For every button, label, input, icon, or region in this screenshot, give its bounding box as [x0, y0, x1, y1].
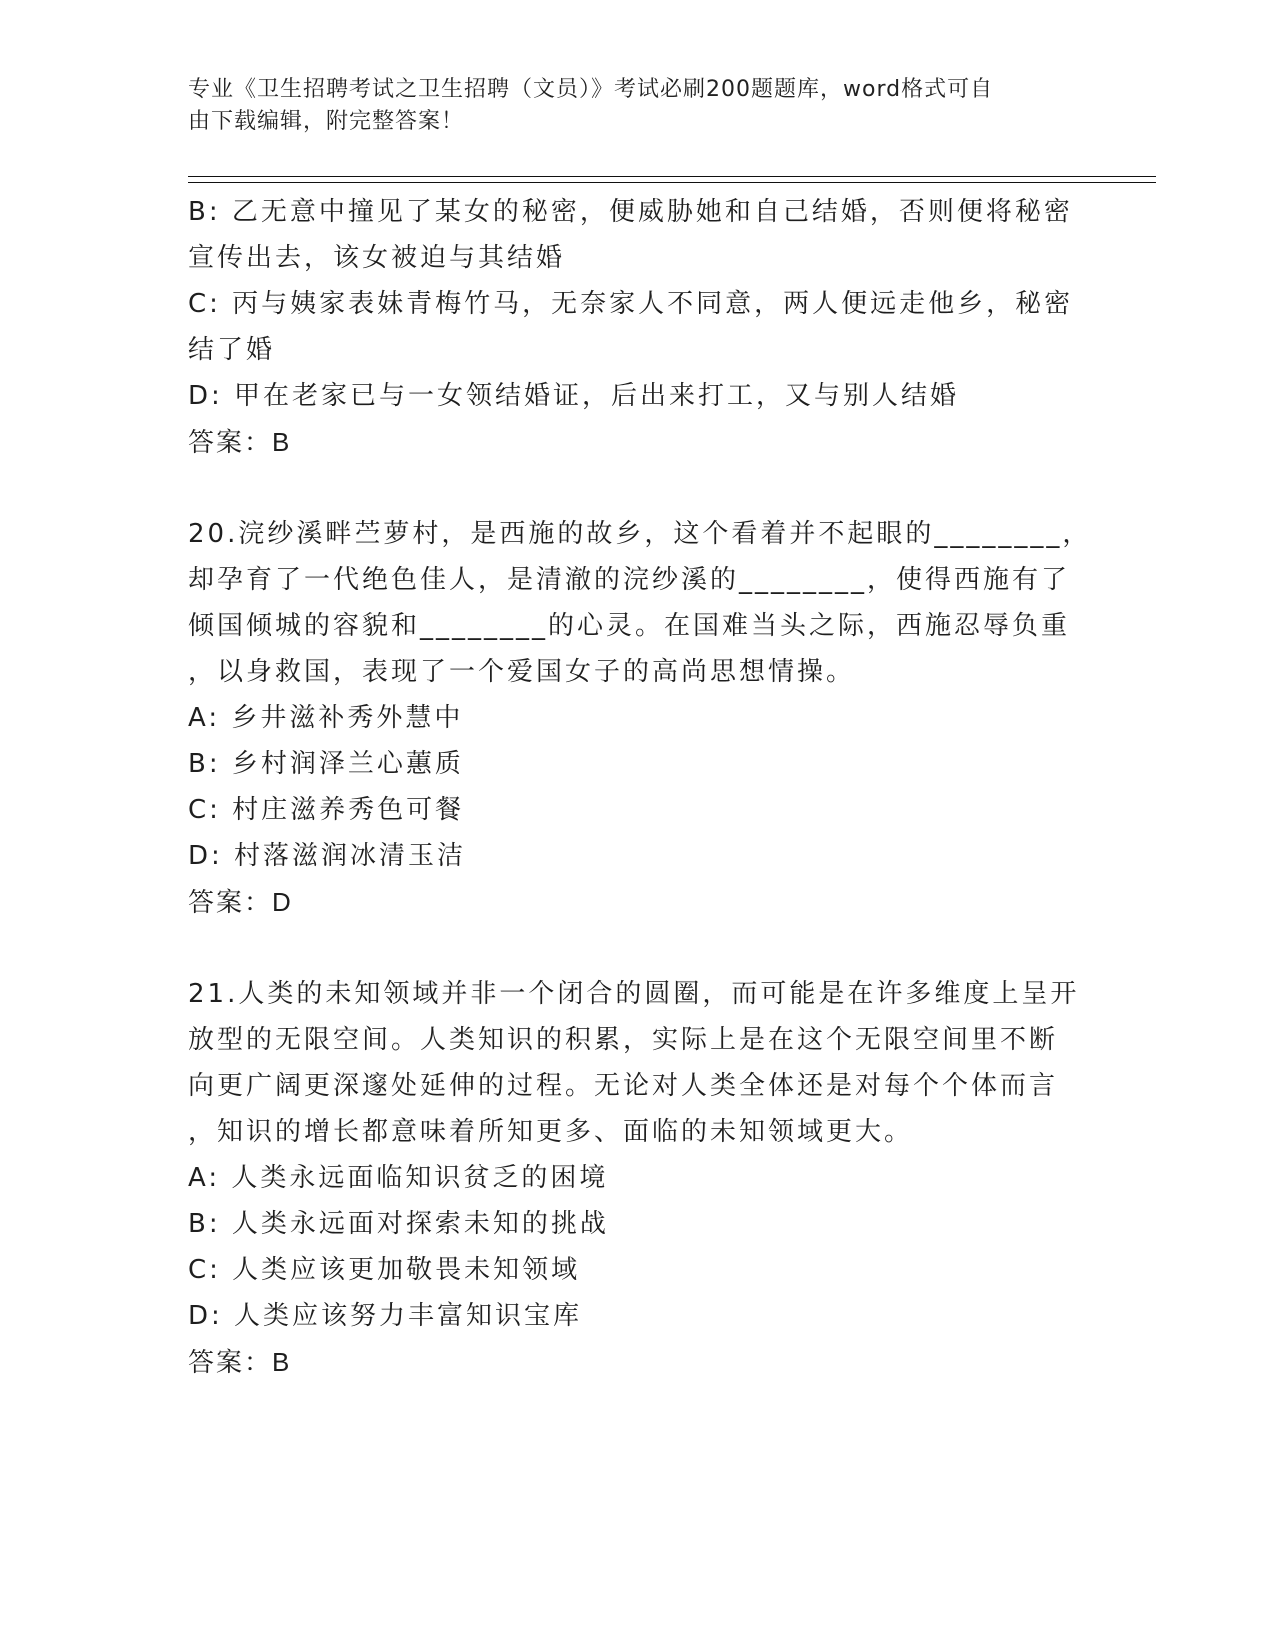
option-a: A: 乡井滋补秀外慧中	[188, 703, 464, 733]
question-stem-line: ，以身救国，表现了一个爱国女子的高尚思想情操。	[188, 657, 856, 687]
question-21	[188, 971, 1088, 1385]
header-line-2: 由下载编辑，附完整答案！	[188, 109, 465, 134]
question-content	[188, 189, 1092, 1385]
question-stem-line: 倾国倾城的容貌和________的心灵。在国难当头之际，西施忍辱负重	[188, 611, 1071, 641]
spacer	[188, 925, 1088, 971]
option-b: B: 人类永远面对探索未知的挑战	[188, 1209, 609, 1239]
option-c: C: 村庄滋养秀色可餐	[188, 795, 465, 825]
option-b: B: 乡村润泽兰心蕙质	[188, 749, 464, 779]
option-d: D: 甲在老家已与一女领结婚证，后出来打工，又与别人结婚	[188, 381, 960, 411]
option-b-continued: 宣传出去，该女被迫与其结婚	[188, 243, 566, 273]
header-line-1: 专业《卫生招聘考试之卫生招聘（文员）》考试必刷200题题库，word格式可自	[188, 77, 994, 102]
option-c: C: 人类应该更加敬畏未知领域	[188, 1255, 581, 1285]
option-b: B: 乙无意中撞见了某女的秘密，便威胁她和自己结婚，否则便将秘密	[188, 197, 1073, 227]
question-19-tail	[188, 189, 1088, 465]
answer-label: 答案：B	[188, 1347, 292, 1377]
question-stem-line: ，知识的增长都意味着所知更多、面临的未知领域更大。	[188, 1117, 914, 1147]
spacer	[188, 465, 1088, 511]
option-a: A: 人类永远面临知识贫乏的困境	[188, 1163, 609, 1193]
option-c-continued: 结了婚	[188, 335, 276, 365]
question-20	[188, 511, 1092, 925]
option-d: D: 人类应该努力丰富知识宝库	[188, 1301, 583, 1331]
question-stem-line: 21.人类的未知领域并非一个闭合的圆圈，而可能是在许多维度上呈开	[188, 979, 1080, 1009]
question-stem-line: 却孕育了一代绝色佳人，是清澈的浣纱溪的________，使得西施有了	[188, 565, 1071, 595]
header-divider-top	[188, 176, 1156, 177]
question-stem-line: 放型的无限空间。人类知识的积累，实际上是在这个无限空间里不断	[188, 1025, 1059, 1055]
option-d: D: 村落滋润冰清玉洁	[188, 841, 467, 871]
question-stem-line: 向更广阔更深邃处延伸的过程。无论对人类全体还是对每个个体而言	[188, 1071, 1059, 1101]
page-header	[188, 74, 1068, 138]
answer-label: 答案：D	[188, 887, 293, 917]
option-c: C: 丙与姨家表妹青梅竹马，无奈家人不同意，两人便远走他乡，秘密	[188, 289, 1074, 319]
answer-label: 答案：B	[188, 427, 292, 457]
question-stem-line: 20.浣纱溪畔苎萝村，是西施的故乡，这个看着并不起眼的________，	[188, 519, 1092, 549]
header-divider-bottom	[188, 182, 1156, 183]
